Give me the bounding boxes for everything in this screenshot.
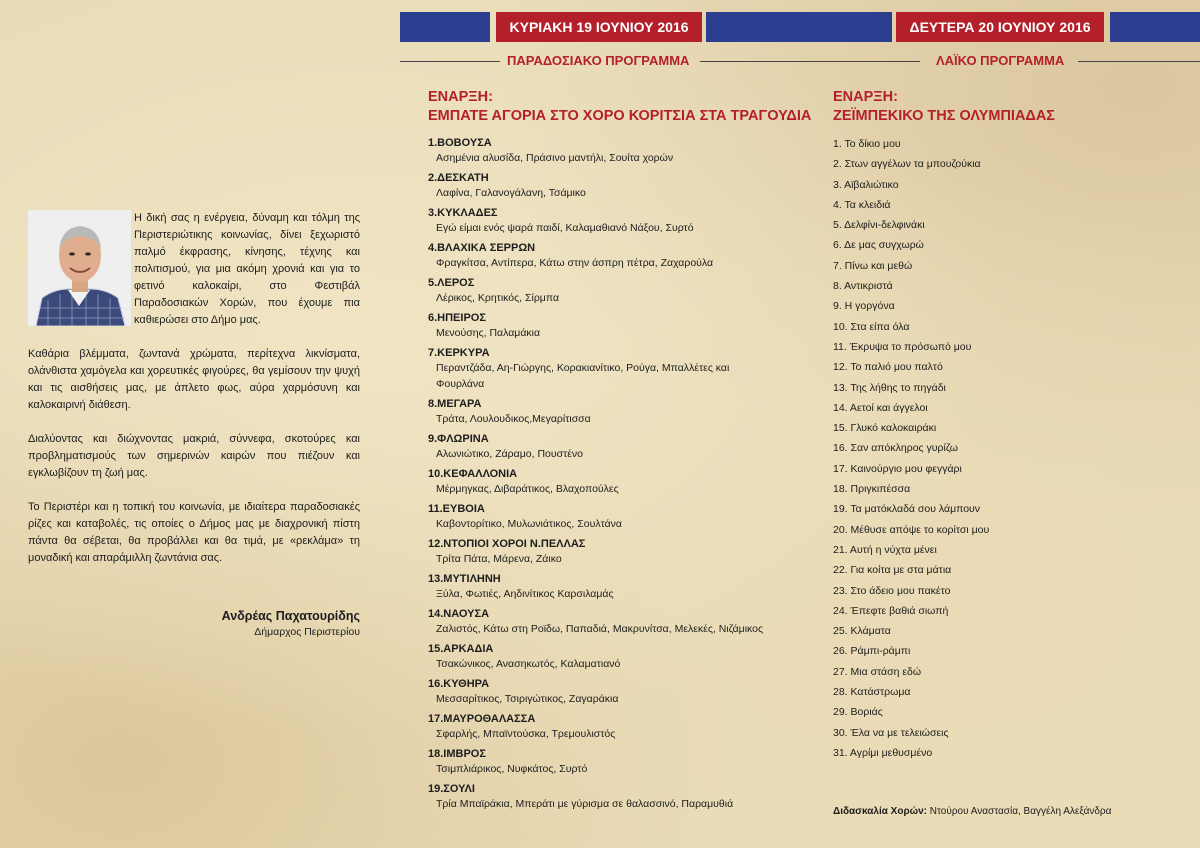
signature-name: Ανδρέας Παχατουρίδης: [221, 609, 360, 623]
laiko-opening-label: ΕΝΑΡΞΗ:: [833, 89, 898, 105]
rule-line: [700, 61, 920, 62]
list-item: [428, 572, 798, 602]
traditional-program-title: ΠΑΡΑΔΟΣΙΑΚΟ ΠΡΟΓΡΑΜΜΑ: [507, 53, 690, 68]
dance-list: Μέρμηγκας, Διβαράτικος, Βλαχοπούλες: [436, 483, 619, 495]
song-item: 21. Αυτή η νύχτα μένει: [833, 543, 937, 556]
region-name: 5.ΛΕΡΟΣ: [428, 277, 475, 289]
instruction-value: Ντούρου Αναστασία, Βαγγέλη Αλεξάνδρα: [929, 806, 1112, 817]
dance-list: Λαφίνα, Γαλανογάλανη, Τσάμικο: [436, 187, 586, 199]
list-item: [428, 136, 798, 166]
region-name: 3.ΚΥΚΛΑΔΕΣ: [428, 207, 498, 219]
list-item: [428, 502, 798, 532]
dance-list: Καβοντορίτικο, Μυλωνιάτικος, Σουλτάνα: [436, 518, 622, 530]
region-name: 1.ΒΟΒΟΥΣΑ: [428, 137, 492, 149]
region-name: 4.ΒΛΑΧΙΚΑ ΣΕΡΡΩΝ: [428, 242, 536, 254]
song-item: 12. Το παλιό μου παλτό: [833, 361, 943, 374]
song-item: 4. Τα κλειδιά: [833, 198, 891, 211]
traditional-program-list: [428, 136, 798, 817]
list-item: [428, 747, 798, 777]
list-item: [428, 537, 798, 567]
region-name: 8.ΜΕΓΑΡΑ: [428, 398, 482, 410]
intro-paragraph: Διαλύοντας και διώχνοντας μακριά, σύννεφα, σκοτούρες και προβληματισμούς των σημερινών καιρών που πιέζουν και εγκλωβίζουν τη ζωή μας.: [28, 433, 360, 479]
song-item: 25. Κλάματα: [833, 625, 891, 638]
song-item: 22. Για κοίτα με στα μάτια: [833, 564, 952, 577]
list-item: [428, 171, 798, 201]
song-item: 17. Καινούργιο μου φεγγάρι: [833, 462, 962, 475]
signature-role: Δήμαρχος Περιστερίου: [254, 626, 360, 638]
list-item: [428, 206, 798, 236]
intro-paragraph: Καθάρια βλέμματα, ζωντανά χρώματα, περίτεχνα λικνίσματα, ολάνθιστα χαμόγελα και χορευτικές φιγούρες, θα γεμίσουν την ψυχή και τις αισθήσεις μας, με άπλετο φως, αύρα χαρμόσυνη και καλοκαιρινή διάθεση.: [28, 348, 360, 411]
song-item: 30. Έλα να με τελειώσεις: [833, 726, 949, 739]
header-band-right: [1110, 12, 1200, 42]
intro-paragraph: Το Περιστέρι και η τοπική του κοινωνία, με ιδιαίτερα παραδοσιακές ρίζες και καταβολές, τις οποίες ο Δήμος μας με διαχρονική πίστη πάντα θα σέβεται, θα προβάλλει και θα τιμά, με «ρεκλάμα» τη μοναδική και απαράμιλλη ζωντάνια σας.: [28, 501, 360, 564]
dance-list: Τρία Μπαϊράκια, Μπεράτι με γύρισμα σε θαλασσινό, Παραμυθιά: [436, 798, 734, 810]
song-item: 24. Έπεφτε βαθιά σιωπή: [833, 604, 949, 617]
dance-list: Φραγκίτσα, Αντίπερα, Κάτω στην άσπρη πέτρα, Ζαχαρούλα: [436, 257, 714, 269]
region-name: 9.ΦΛΩΡΙΝΑ: [428, 433, 489, 445]
header-band-left: [400, 12, 490, 42]
region-name: 11.ΕΥΒΟΙΑ: [428, 503, 485, 515]
list-item: [428, 782, 798, 812]
song-item: 14. Αετοί και άγγελοι: [833, 401, 928, 414]
region-name: 10.ΚΕΦΑΛΛΟΝΙΑ: [428, 468, 518, 480]
song-item: 1. Το δίκιο μου: [833, 138, 901, 150]
song-item: 8. Αντικριστά: [833, 280, 893, 293]
song-item: 20. Μέθυσε απόψε το κορίτσι μου: [833, 523, 990, 536]
dance-list: Ζαλιστός, Κάτω στη Ροϊδω, Παπαδιά, Μακρυνίτσα, Μελεκές, Νιζάμικος: [436, 623, 764, 635]
intro-paragraph: Η δική σας η ενέργεια, δύναμη και τόλμη της Περιστεριώτικης κοινωνίας, δίνει ξεχωριστό παλμό έκφρασης, κίνησης, τέχνης και πολιτισμού, για μια ακόμη χρονιά και για το φετινό καλοκαίρι, στο Φεστιβάλ Παραδοσιακών Χορών, που έχουμε πια καθιερώσει στο Δήμο μας.: [134, 212, 360, 326]
region-name: 13.ΜΥΤΙΛΗΝΗ: [428, 573, 501, 585]
list-item: [428, 642, 798, 672]
dance-list: Σφαρλής, Μπαϊντούσκα, Τρεμουλιστός: [436, 728, 616, 740]
dance-list: Αλωνιώτικο, Ζάραμο, Πουστένο: [436, 448, 584, 460]
dance-list: Μενούσης, Παλαμάκια: [436, 327, 541, 339]
region-name: 15.ΑΡΚΑΔΙΑ: [428, 643, 494, 655]
dance-list: Τσακώνικος, Ανασηκωτός, Καλαματιανό: [436, 658, 621, 670]
dance-list: Τράτα, Λουλουδικος,Μεγαρίτισσα: [436, 413, 591, 425]
dance-list: Τρίτα Πάτα, Μάρενα, Ζάικο: [436, 553, 562, 565]
region-name: 19.ΣΟΥΛΙ: [428, 783, 475, 795]
song-item: 29. Βοριάς: [833, 706, 883, 719]
signature-block: [180, 607, 360, 639]
region-name: 2.ΔΕΣΚΑΤΗ: [428, 172, 489, 184]
dance-list: Εγώ είμαι ενός ψαρά παιδί, Καλαμαθιανό Νάξου, Συρτό: [436, 222, 694, 234]
song-item: 27. Μια στάση εδώ: [833, 665, 922, 678]
header-band-middle: [706, 12, 892, 42]
rule-line: [1078, 61, 1200, 62]
list-item: [428, 276, 798, 306]
laiko-opening-title: ΖΕΪΜΠΕΚΙΚΟ ΤΗΣ ΟΛΥΜΠΙΑΔΑΣ: [833, 108, 1056, 124]
song-item: 18. Πριγκιπέσσα: [833, 483, 911, 496]
song-item: 26. Ράμπι-ράμπι: [833, 645, 911, 658]
intro-text: [28, 210, 360, 584]
dance-list: Λέρικος, Κρητικός, Σίρμπα: [436, 292, 560, 304]
song-item: 15. Γλυκό καλοκαιράκι: [833, 422, 937, 435]
song-item: 7. Πίνω και μεθώ: [833, 259, 913, 272]
song-item: 19. Τα ματόκλαδά σου λάμπουν: [833, 503, 981, 516]
list-item: [428, 607, 798, 637]
monday-date-label: ΔΕΥΤΕΡΑ 20 ΙΟΥΝΙΟΥ 2016: [896, 12, 1104, 42]
laiko-song-list: [833, 137, 1163, 766]
sunday-date-label: ΚΥΡΙΑΚΗ 19 ΙΟΥΝΙΟΥ 2016: [496, 12, 702, 42]
region-name: 17.ΜΑΥΡΟΘΑΛΑΣΣΑ: [428, 713, 536, 725]
instruction-label: Διδασκαλία Χορών:: [833, 806, 927, 817]
song-item: 10. Στα είπα όλα: [833, 320, 910, 333]
list-item: [428, 467, 798, 497]
traditional-opening-label: ΕΝΑΡΞΗ:: [428, 89, 493, 105]
list-item: [428, 677, 798, 707]
dance-list: Μεσσαρίτικος, Τσιριγώτικος, Ζαγαράκια: [436, 693, 619, 705]
song-item: 2. Στων αγγέλων τα μπουζούκια: [833, 158, 981, 171]
dance-instruction: [833, 806, 1111, 817]
region-name: 14.ΝΑΟΥΣΑ: [428, 608, 490, 620]
region-name: 18.ΙΜΒΡΟΣ: [428, 748, 486, 760]
list-item: [428, 432, 798, 462]
rule-line: [400, 61, 500, 62]
song-item: 3. Αϊβαλιώτικο: [833, 178, 899, 191]
song-item: 13. Της λήθης το πηγάδι: [833, 381, 946, 394]
dance-list: Τσιμπλιάρικος, Νυφκάτος, Συρτό: [436, 763, 588, 775]
region-name: 7.ΚΕΡΚΥΡΑ: [428, 347, 490, 359]
dance-list: Φουρλάνα: [436, 378, 485, 390]
song-item: 16. Σαν απόκληρος γυρίζω: [833, 442, 958, 455]
list-item: [428, 311, 798, 341]
laiko-program-title: ΛΑΪΚΟ ΠΡΟΓΡΑΜΜΑ: [936, 53, 1065, 68]
traditional-opening-title: ΕΜΠΑΤΕ ΑΓΟΡΙΑ ΣΤΟ ΧΟΡΟ ΚΟΡΙΤΣΙΑ ΣΤΑ ΤΡΑΓΟΥΔΙΑ: [428, 108, 812, 124]
song-item: 9. Η γοργόνα: [833, 300, 895, 313]
list-item: [428, 241, 798, 271]
region-name: 12.ΝΤΟΠΙΟΙ ΧΟΡΟΙ Ν.ΠΕΛΛΑΣ: [428, 538, 586, 550]
dance-list: Περαντζάδα, Αη-Γιώργης, Κορακιανίτικο, Ρούγα, Μπαλλέτες και: [436, 362, 730, 374]
list-item: [428, 346, 798, 392]
region-name: 6.ΗΠΕΙΡΟΣ: [428, 312, 486, 324]
song-item: 5. Δελφίνι-δελφινάκι: [833, 219, 925, 232]
dance-list: Ασημένια αλυσίδα, Πράσινο μαντήλι, Σουίτα χορών: [436, 152, 674, 164]
traditional-opening-heading: [428, 88, 811, 126]
song-item: 28. Κατάστρωμα: [833, 686, 911, 699]
song-item: 6. Δε μας συγχωρώ: [833, 239, 924, 252]
song-item: 31. Αγρίμι μεθυσμένο: [833, 746, 933, 759]
dance-list: Ξύλα, Φωτιές, Αηδινίτικος Καρσιλαμάς: [436, 588, 614, 600]
list-item: [428, 397, 798, 427]
region-name: 16.ΚΥΘΗΡΑ: [428, 678, 490, 690]
list-item: [428, 712, 798, 742]
song-item: 23. Στο άδειο μου πακέτο: [833, 584, 951, 597]
song-item: 11. Έκρυψα το πρόσωπό μου: [833, 340, 972, 353]
laiko-opening-heading: [833, 88, 1055, 126]
